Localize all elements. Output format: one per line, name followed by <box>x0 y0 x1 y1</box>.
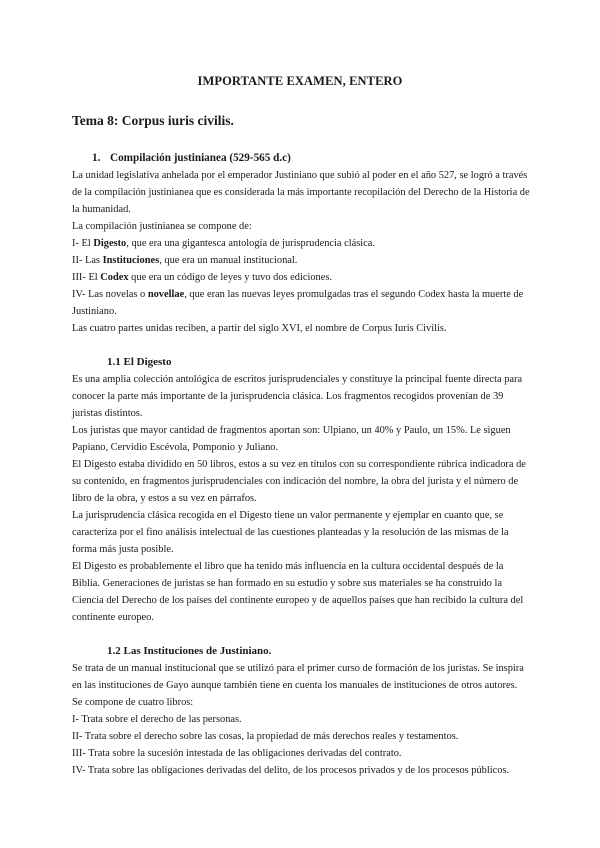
paragraph: Se trata de un manual institucional que se utilizó para el primer curso de formación de los juristas. Se inspira en las instituciones de Gayo aunque también tiene en cuenta los manuales de instituciones de otros autores. <box>72 663 524 691</box>
paragraph: Las cuatro partes unidas reciben, a partir del siglo XVI, el nombre de Corpus Iuris Civilis. <box>72 323 447 334</box>
list-item: I- El Digesto, que era una gigantesca antología de jurisprudencia clásica. <box>72 238 375 249</box>
list-item: II- Las Instituciones, que era un manual institucional. <box>72 255 298 266</box>
document-title: IMPORTANTE EXAMEN, ENTERO <box>197 74 403 88</box>
topic-heading: Tema 8: Corpus iuris civilis. <box>72 113 234 128</box>
list-item: IV- Las novelas o novellae, que eran las nuevas leyes promulgadas tras el segundo Codex hasta la muerte de Justiniano. <box>72 289 524 317</box>
section-1-number: 1. <box>92 152 101 164</box>
section-1-heading <box>92 150 530 167</box>
list-item: III- Trata sobre la sucesión intestada de las obligaciones derivadas del contrato. <box>72 748 402 759</box>
section-1-1-heading: 1.1 El Digesto <box>107 356 172 368</box>
section-1-2-heading: 1.2 Las Instituciones de Justiniano. <box>107 645 272 657</box>
list-item: IV- Trata sobre las obligaciones derivadas del delito, de los procesos privados y de los procesos públicos. <box>72 765 510 776</box>
paragraph: La compilación justinianea se compone de: <box>72 221 252 232</box>
section-1-title: Compilación justinianea (529-565 d.c) <box>110 152 291 164</box>
list-item: II- Trata sobre el derecho sobre las cosas, la propiedad de más derechos reales y testamentos. <box>72 731 459 742</box>
list-item: III- El Codex que era un código de leyes y tuvo dos ediciones. <box>72 272 333 283</box>
paragraph: La jurisprudencia clásica recogida en el Digesto tiene un valor permanente y ejemplar en cuanto que, se caracteriza por el fino análisis intelectual de las cuestiones planteadas y la resolución de las mismas de la forma más justa posible. <box>72 510 509 555</box>
document-body <box>72 150 530 779</box>
list-item: I- Trata sobre el derecho de las personas. <box>72 714 242 725</box>
paragraph: La unidad legislativa anhelada por el emperador Justiniano que subió al poder en el año 527, se logró a través de la compilación justinianea que es considerada la más importante recopilación del Derecho de la Historia de la humanidad. <box>72 170 530 215</box>
paragraph: El Digesto es probablemente el libro que ha tenido más influencia en la cultura occidental después de la Biblia. Generaciones de juristas se han formado en su estudio y sobre sus materiales se ha construido la Ciencia del Derecho de los países del continente europeo y de aquellos países que han recibido la cultura del continente europeo. <box>72 561 524 623</box>
paragraph: El Digesto estaba dividido en 50 libros, estos a su vez en títulos con su correspondiente rúbrica indicadora de su contenido, en fragmentos jurisprudenciales con indicación del nombre, la obra del jurista y el número de libro de la obra, y estos a su vez en párrafos. <box>72 459 526 504</box>
paragraph: Los juristas que mayor cantidad de fragmentos aportan son: Ulpiano, un 40% y Paulo, un 15%. Le siguen Papiano, Cervidio Escévola, Pomponio y Juliano. <box>72 425 511 453</box>
paragraph: Es una amplia colección antológica de escritos jurisprudenciales y constituye la principal fuente directa para conocer la parte más importante de la jurisprudencia clásica. Los fragmentos recogidos provenían de 39 juristas distintos. <box>72 374 523 419</box>
paragraph: Se compone de cuatro libros: <box>72 697 194 708</box>
